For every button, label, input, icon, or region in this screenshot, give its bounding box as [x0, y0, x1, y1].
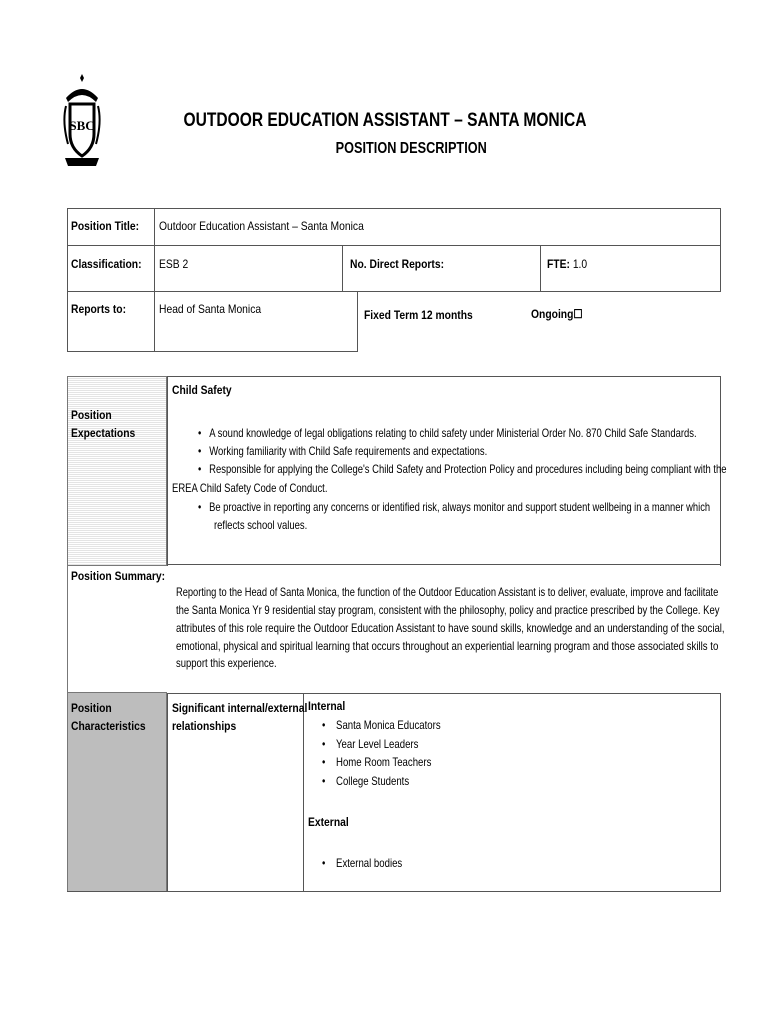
summary-side-cell — [67, 566, 167, 692]
fte-value: 1.0 — [572, 257, 588, 271]
expectation-bullet-1: • A sound knowledge of legal obligations relating to child safety under Ministerial Order No. 870 Child Safe Standards. — [198, 426, 697, 440]
document-subtitle: POSITION DESCRIPTION — [335, 140, 487, 157]
summary-line-5: support this experience. — [176, 656, 277, 670]
expectation-bullet-3-cont: EREA Child Safety Code of Conduct. — [172, 481, 328, 495]
expectation-bullet-2: • Working familiarity with Child Safe requirements and expectations. — [198, 444, 488, 458]
summary-line-3: attributes of this role require the Outdoor Education Assistant to have sound skills, knowledge and an understanding of the social, — [176, 621, 725, 635]
expectations-label: Position Expectations — [71, 408, 136, 440]
crest-initials: SBC — [69, 118, 95, 133]
summary-line-4: emotional, physical and spiritual learning that occurs throughout an experiential learning program and those associated skills to — [176, 639, 719, 653]
summary-line-2: the Santa Monica Yr 9 residential stay program, consistent with the philosophy, policy and practice prescribed by the College. Key — [176, 603, 720, 617]
summary-label: Position Summary: — [71, 569, 166, 583]
child-safety-heading: Child Safety — [172, 383, 232, 397]
reports-to-value: Head of Santa Monica — [159, 302, 262, 316]
document-title: OUTDOOR EDUCATION ASSISTANT – SANTA MONICA — [183, 110, 587, 131]
external-item-1: • External bodies — [322, 856, 403, 870]
internal-item-3: • Home Room Teachers — [322, 755, 432, 769]
expectation-bullet-4: • Be proactive in reporting any concerns or identified risk, always monitor and support student wellbeing in a manner which — [198, 500, 711, 514]
position-title-value: Outdoor Education Assistant – Santa Monica — [159, 219, 364, 233]
internal-item-4: • College Students — [322, 774, 410, 788]
ongoing-checkbox[interactable]: ☐ — [573, 307, 583, 321]
expectation-bullet-3: • Responsible for applying the College's Child Safety and Protection Policy and procedures including being compliant with the — [198, 462, 727, 476]
position-title-label: Position Title: — [71, 219, 140, 233]
direct-reports-label: No. Direct Reports: — [350, 257, 445, 271]
ongoing-label: Ongoing☐ — [531, 307, 583, 321]
summary-line-1: Reporting to the Head of Santa Monica, the function of the Outdoor Education Assistant is to deliver, evaluate, improve and facilitate — [176, 585, 719, 599]
reports-to-label: Reports to: — [71, 302, 127, 316]
internal-item-1: • Santa Monica Educators — [322, 718, 441, 732]
expectation-bullet-4-cont: reflects school values. — [214, 518, 308, 532]
classification-label: Classification: — [71, 257, 142, 271]
characteristics-label: Position Characteristics — [71, 701, 146, 733]
internal-heading: Internal — [308, 699, 346, 713]
classification-value: ESB 2 — [159, 257, 189, 271]
expectations-side-cell — [67, 376, 167, 566]
fte-label: FTE: 1.0 — [547, 257, 588, 271]
relationships-label: Significant internal/external relationships — [172, 701, 308, 733]
external-heading: External — [308, 815, 349, 829]
fixed-term-label: Fixed Term 12 months — [364, 308, 473, 322]
internal-item-2: • Year Level Leaders — [322, 737, 419, 751]
